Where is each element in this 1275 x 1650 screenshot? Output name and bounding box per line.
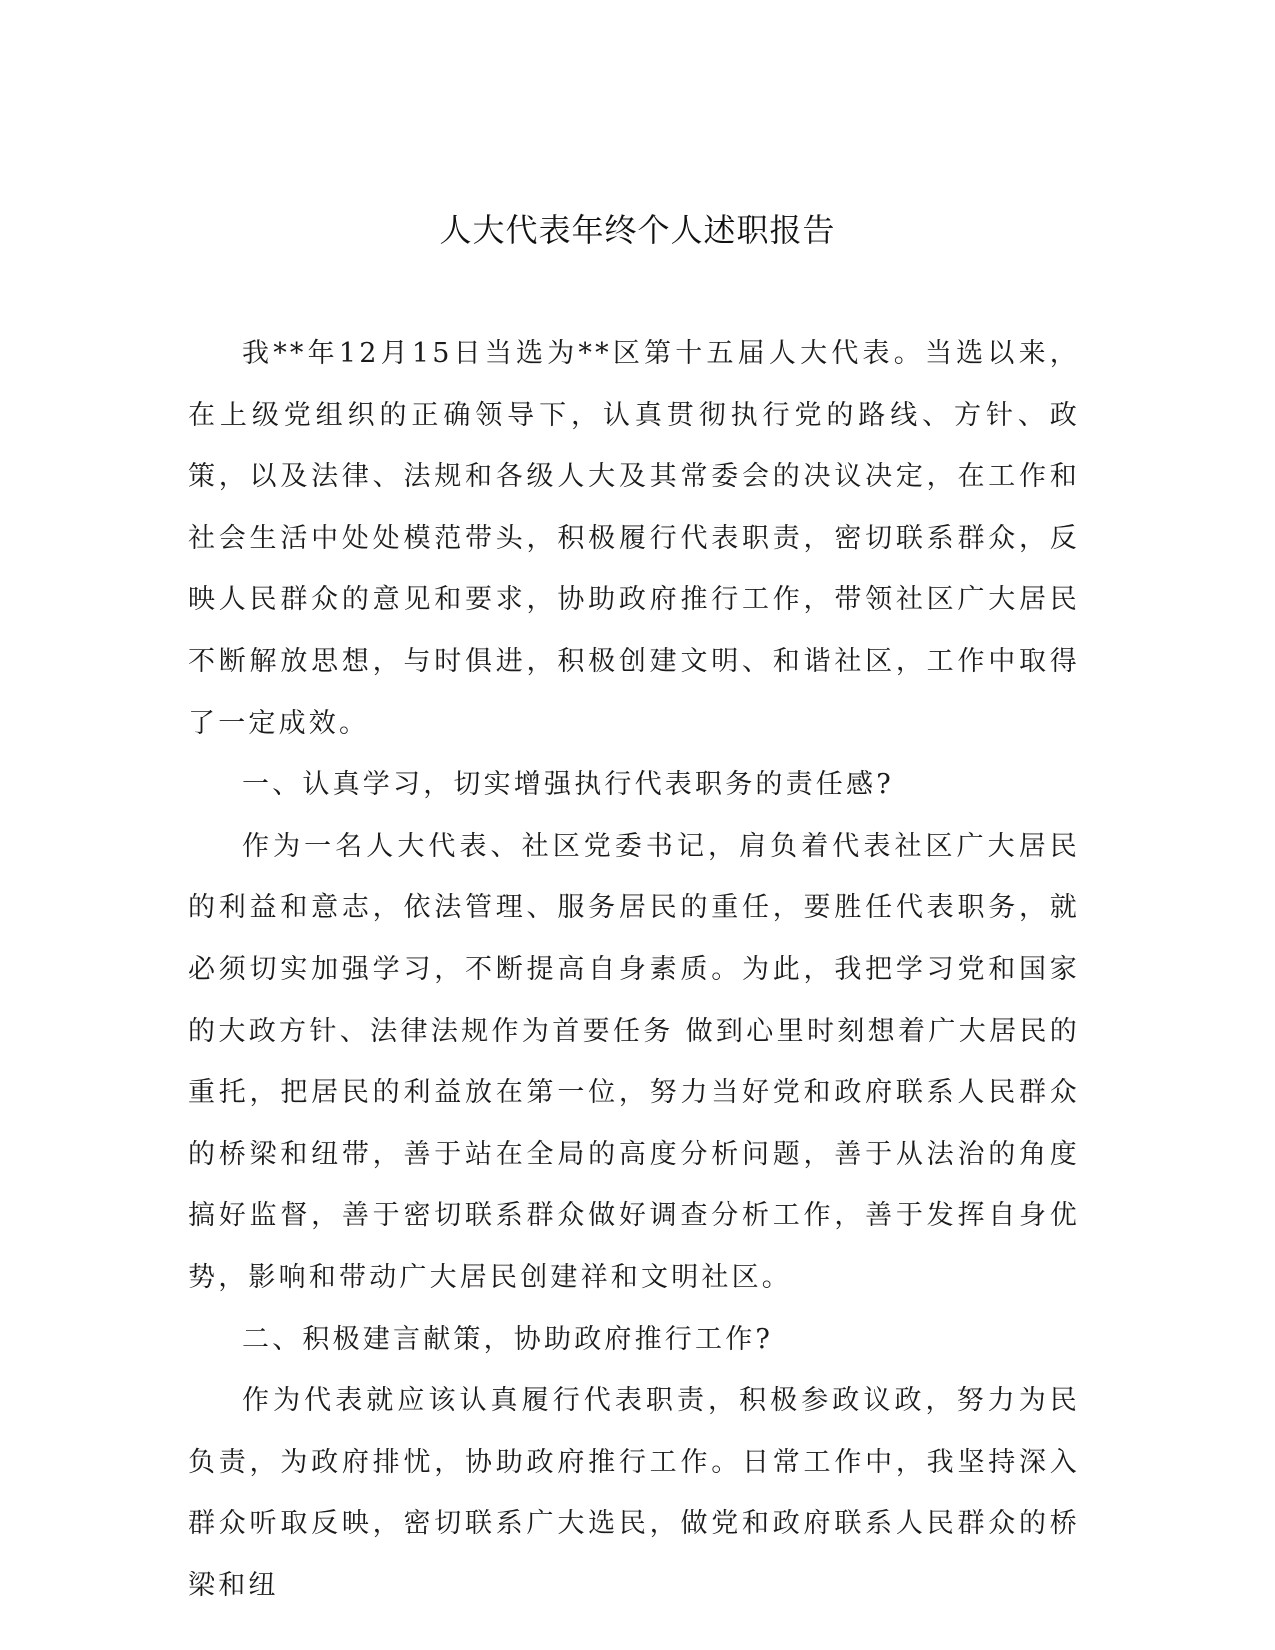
paragraph-intro: 我**年12月15日当选为**区第十五届人大代表。当选以来，在上级党组织的正确领导下，认真贯彻执行党的路线、方针、政策，以及法律、法规和各级人大及其常委会的决议决定，在工作和社会生活中处处模范带头，积极履行代表职责，密切联系群众，反映人民群众的意见和要求，协助政府推行工作，带领社区广大居民不断解放思想，与时俱进，积极创建文明、和谐社区，工作中取得了一定成效。 [188, 338, 1080, 739]
paragraph-section-1: 作为一名人大代表、社区党委书记，肩负着代表社区广大居民的利益和意志，依法管理、服务居民的重任，要胜任代表职务，就必须切实加强学习，不断提高自身素质。为此，我把学习党和国家的大政方针、法律法规作为首要任务 做到心里时刻想着广大居民的重托，把居民的利益放在第一位，努力当好党和政府联系人民群众的桥梁和纽带，善于站在全局的高度分析问题，善于从法治的角度搞好监督，善于密切联系群众做好调查分析工作，善于发挥自身优势，影响和带动广大居民创建祥和文明社区。 [188, 830, 1080, 1293]
section-heading-2: 二、积极建言献策，协助政府推行工作? [242, 1323, 774, 1355]
section-heading-1: 一、认真学习，切实增强执行代表职务的责任感? [242, 769, 894, 801]
paragraph-section-2: 作为代表就应该认真履行代表职责，积极参政议政，努力为民负责，为政府排忧，协助政府推行工作。日常工作中，我坚持深入群众听取反映，密切联系广大选民，做党和政府联系人民群众的桥梁和纽 [188, 1385, 1080, 1601]
document-title: 人大代表年终个人述职报告 [439, 211, 836, 249]
document-body [188, 323, 1080, 1616]
